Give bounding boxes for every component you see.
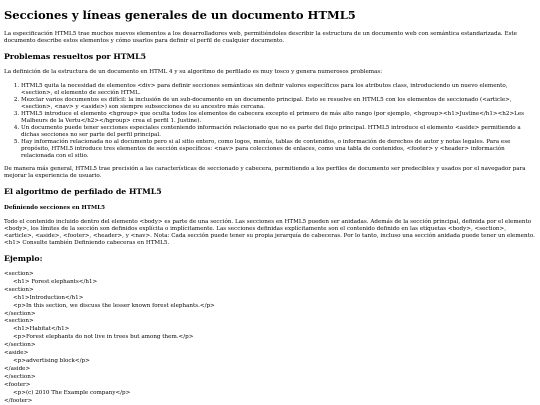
code-line: </section> [4,310,36,317]
code-line: <p>Forest elephants do not live in trees but among them.</p> [13,334,194,341]
algorithm-heading: El algoritmo de perfilado de HTML5 [4,187,162,196]
code-line: <aside> [4,350,29,357]
code-line: </section> [4,373,36,380]
code-line: <section> [4,318,34,325]
code-line: <h1>Introduction</h1> [13,294,84,301]
code-line: </footer> [4,397,33,404]
code-line: <p>In this section, we discuss the lesser known forest elephants.</p> [13,302,215,309]
list-item: 5. Hay información relacionada no al documento pero si al sitio entero, como logos, menús, tablas de contenidos, o información de derechos de autor y notas legales. Para ese propósito, HTML5 introduce tres elementos de sección específicos: <nav> para colecciones de enlaces, como una tabla de contenidos, <footer> y <header> información relacionada con el sitio. [21,139,536,160]
code-line: <section> [4,286,34,293]
algorithm-subheading: Definiendo secciones en HTML5 [4,205,106,211]
code-line: <p>advertising block</p> [13,357,90,364]
example-code-block [4,271,536,405]
code-line: <p>(c) 2010 The Example company</p> [13,389,131,396]
code-line: <footer> [4,381,31,388]
page-title: Secciones y líneas generales de un documento HTML5 [4,8,356,22]
code-line: </section> [4,342,36,349]
algorithm-body: Todo el contenido incluido dentro del elemento <body> es parte de una sección. Las secciones en HTML5 pueden ser anidadas. Además de la sección principal, definida por el elemento <body>, los límites de la sección son definidos explícita o implícitamente. Las secciones definidas explícitamente son el contenido definido en las etiquetas <body>, <section>, <article>, <aside>, <footer>, <header>, y <nav>. Nota: Cada sección puede tener su propia jerarquía de cabeceras. Por lo tanto, incluso una sección anidada puede tener un elemento. <h1> Consulte también Definiendo cabeceras en HTML5. [4,219,535,246]
list-item: 4. Un documento puede tener secciones especiales conteniendo información relacionado que no es parte del flujo principal. HTML5 introduce el elemento <aside> permitiendo a dichas secciones no ser parte del perfil principal. [21,125,536,139]
code-line: </aside> [4,365,31,372]
intro-paragraph: La especificación HTML5 trae muchos nuevos elementos a los desarrolladores web, permitiéndoles describir la estructura de un documento web con semántica estandarizada. Este documento describe estos elementos y cómo usarlos para definir el perfil de cualquier documento. [4,31,517,44]
code-line: <h1> Forest elephants</h1> [13,278,98,285]
code-line: <section> [4,271,34,277]
problems-heading: Problemas resueltos por HTML5 [4,52,147,61]
list-item: 1. HTML5 quita la necesidad de elementos <div> para definir secciones semánticas sin definir valores específicos para los atributos class, introduciendo un nuevo elemento, <section>, el elemento de sección HTML. [21,83,536,97]
problems-lead: La definición de la estructura de un documento en HTML 4 y su algoritmo de perfilado es muy tosco y genera numerosos problemas: [4,69,383,75]
example-heading: Ejemplo: [4,254,43,263]
list-item: 3. HTML5 introduce el elemento <hgroup> que oculta todos los elementos de cabecera excepto el primero de más alto rango (por ejemplo, <hgroup><h1>Justine</h1><h2>Les Malheurs de la Vertu</h2></hgroup> crea el perfil 1. Justine). [21,111,536,125]
code-line: <h1>Habitat</h1> [13,326,70,333]
problems-summary: De manera más general, HTML5 trae precisión a las características de seccionado y cabecera, permitiendo a los perfiles de documento ser predecibles y usados por el navegador para mejorar la experiencia de usuario. [4,166,526,179]
problems-list [4,83,536,160]
list-item: 2. Mezclar varios documentos es difícil: la inclusión de un sub-documento en un documento principal. Esto se resuelve en HTML5 con los elementos de seccionado (<article>, <section>, <nav> y <aside>) son siempre subsecciones de su ancestro más cercana. [21,97,536,111]
